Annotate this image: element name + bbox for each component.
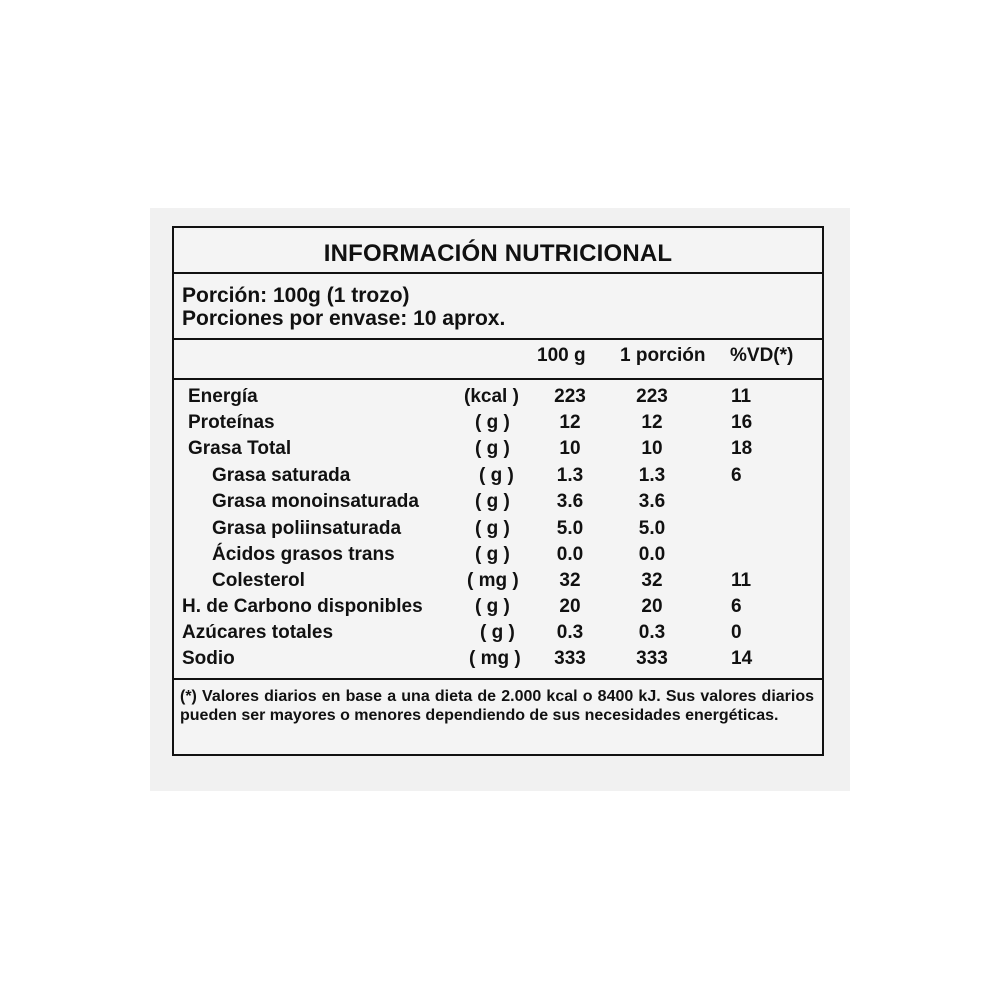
value-vd: 18	[731, 438, 753, 459]
portion-size: Porción: 100g (1 trozo)	[182, 284, 410, 307]
value-vd: 14	[731, 648, 753, 669]
value-per-100g: 3.6	[556, 491, 584, 512]
divider-headers	[174, 378, 822, 380]
nutrient-unit: ( mg )	[467, 570, 519, 591]
value-vd: 6	[731, 465, 742, 486]
nutrient-unit: ( g )	[479, 465, 514, 486]
value-per-100g: 333	[554, 648, 586, 669]
value-vd: 16	[731, 412, 753, 433]
value-vd: 6	[731, 596, 742, 617]
footnote: (*) Valores diarios en base a una dieta de 2.000 kcal o 8400 kJ. Sus valores diarios pueden ser mayores o menores dependiendo de sus necesidades energéticas.	[180, 688, 814, 724]
nutrient-name: Grasa monoinsaturada	[212, 491, 419, 512]
nutrition-facts-table	[172, 226, 824, 756]
nutrient-name: Grasa saturada	[212, 465, 351, 486]
value-per-portion: 3.6	[638, 491, 666, 512]
value-per-portion: 223	[636, 386, 668, 407]
value-per-portion: 0.0	[638, 544, 666, 565]
nutrient-unit: (kcal )	[464, 386, 519, 407]
nutrient-name: Colesterol	[212, 570, 305, 591]
nutrient-name: Ácidos grasos trans	[212, 544, 395, 565]
value-per-100g: 0.3	[556, 622, 584, 643]
header-vd: %VD(*)	[730, 345, 794, 366]
nutrient-name: H. de Carbono disponibles	[182, 596, 423, 617]
value-vd: 0	[731, 622, 742, 643]
portions-per-pack: Porciones por envase: 10 aprox.	[182, 307, 506, 330]
value-vd: 11	[731, 570, 752, 591]
value-per-100g: 0.0	[556, 544, 584, 565]
value-per-portion: 20	[641, 596, 663, 617]
value-per-100g: 12	[559, 412, 581, 433]
value-per-100g: 32	[559, 570, 581, 591]
nutrient-unit: ( g )	[475, 438, 510, 459]
nutrient-name: Azúcares totales	[182, 622, 334, 643]
header-portion: 1 porción	[620, 345, 706, 366]
value-per-portion: 0.3	[638, 622, 666, 643]
value-per-portion: 333	[636, 648, 668, 669]
nutrient-name: Proteínas	[188, 412, 275, 433]
nutrient-name: Grasa Total	[188, 438, 292, 459]
value-per-100g: 1.3	[556, 465, 584, 486]
nutrient-unit: ( g )	[475, 491, 510, 512]
value-per-portion: 32	[641, 570, 663, 591]
nutrient-unit: ( g )	[475, 412, 510, 433]
value-per-100g: 20	[559, 596, 581, 617]
value-per-portion: 12	[641, 412, 663, 433]
nutrient-unit: ( g )	[475, 518, 510, 539]
value-per-portion: 10	[641, 438, 663, 459]
nutrient-name: Energía	[188, 386, 258, 407]
table-title: INFORMACIÓN NUTRICIONAL	[323, 240, 673, 267]
value-per-100g: 223	[554, 386, 586, 407]
nutrient-unit: ( g )	[475, 596, 510, 617]
nutrient-name: Grasa poliinsaturada	[212, 518, 402, 539]
divider-portion	[174, 338, 822, 340]
divider-title	[174, 272, 822, 274]
header-100g: 100 g	[537, 345, 586, 366]
nutrient-unit: ( mg )	[469, 648, 521, 669]
value-vd: 11	[731, 386, 752, 407]
value-per-100g: 5.0	[556, 518, 584, 539]
value-per-100g: 10	[559, 438, 581, 459]
nutrient-unit: ( g )	[475, 544, 510, 565]
nutrient-unit: ( g )	[480, 622, 515, 643]
divider-footnote	[174, 678, 822, 680]
nutrient-name: Sodio	[182, 648, 235, 669]
value-per-portion: 5.0	[638, 518, 666, 539]
value-per-portion: 1.3	[638, 465, 666, 486]
